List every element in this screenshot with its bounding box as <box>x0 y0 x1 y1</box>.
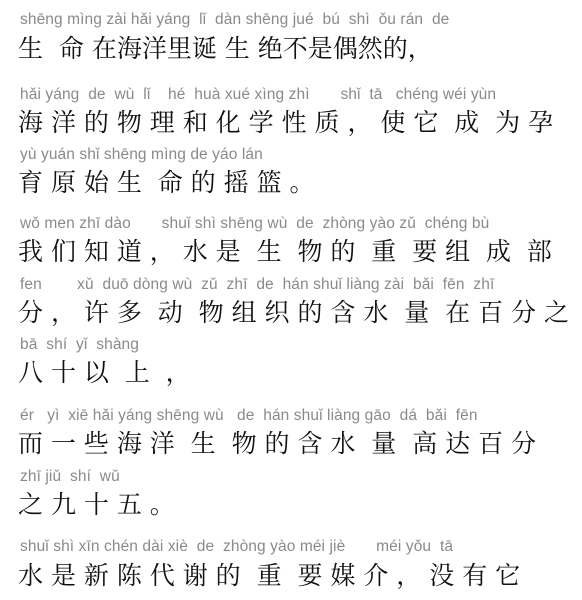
hanzi-line-1: 生 命 在海洋里诞 生 绝不是偶然的， <box>18 34 433 63</box>
pinyin-line-2: hǎi yáng de wù lǐ hé huà xué xìng zhì shǐ tā chéng wéi yùn <box>20 86 497 103</box>
hanzi-line-9: 水 是 新 陈 代 谢 的 重 要 媒 介 ， 没 有 它 <box>18 561 521 590</box>
hanzi-line-6: 八 十 以 上 ， <box>18 358 191 387</box>
pinyin-line-6: bā shí yǐ shàng <box>20 336 139 353</box>
hanzi-line-2: 海 洋 的 物 理 和 化 学 性 质 ， 使 它 成 为 孕 <box>18 108 554 137</box>
pinyin-line-1: shēng mìng zài hǎi yáng lǐ dàn shēng jué bú shì ǒu rán de <box>20 11 450 28</box>
pinyin-line-3: yù yuán shǐ shēng mìng de yáo lán <box>20 146 263 163</box>
hanzi-line-8: 之 九 十 五 。 <box>18 490 175 519</box>
pinyin-line-8: zhī jiǔ shí wǔ <box>20 468 120 485</box>
hanzi-line-4: 我 们 知 道 ， 水 是 生 物 的 重 要 组 成 部 <box>18 237 552 266</box>
pinyin-line-9: shuǐ shì xīn chén dài xiè de zhòng yào méi jiè méi yǒu tā <box>20 538 454 555</box>
hanzi-line-5: 分 ， 许 多 动 物 组 织 的 含 水 量 在 百 分 之 <box>18 298 569 327</box>
pinyin-line-4: wǒ men zhī dào shuǐ shì shēng wù de zhòng yào zǔ chéng bù <box>20 215 490 232</box>
pinyin-line-5: fen xǔ duō dòng wù zǔ zhī de hán shuǐ liàng zài bǎi fēn zhī <box>20 276 495 293</box>
hanzi-line-7: 而 一 些 海 洋 生 物 的 含 水 量 高 达 百 分 <box>18 429 537 458</box>
hanzi-line-3: 育 原 始 生 命 的 摇 篮 。 <box>18 168 315 197</box>
pinyin-line-7: ér yì xiē hǎi yáng shēng wù de hán shuǐ liàng gāo dá bǎi fēn <box>20 407 478 424</box>
